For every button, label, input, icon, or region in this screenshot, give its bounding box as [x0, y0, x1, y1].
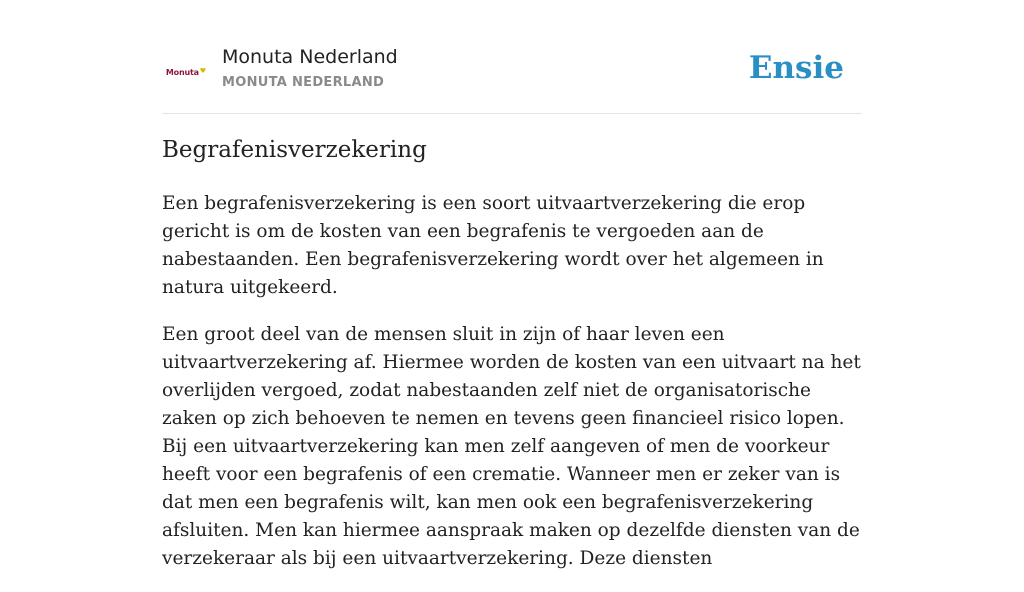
article-paragraph: Een begrafenisverzekering is een soort uitvaartverzekering die erop gericht is om de kosten van een begrafenis te vergoeden aan de nabestaanden. Een begrafenisverzekering wordt over het algemeen in natura uitgekeerd.	[162, 193, 824, 298]
brand-logo[interactable]: Ensie	[748, 50, 844, 86]
logo-heart-icon: ♥	[199, 66, 207, 75]
article-body	[162, 190, 862, 592]
author-logo[interactable]	[166, 52, 206, 92]
article-title: Begrafenisverzekering	[162, 137, 427, 163]
author-name[interactable]: Monuta Nederland	[222, 46, 398, 68]
article-paragraph: Een groot deel van de mensen sluit in zijn of haar leven een uitvaartverzekering af. Hiermee worden de kosten van een uitvaart na het overlijden vergoed, zodat nabestaanden zelf niet de organisatorische zaken op zich behoeven te nemen en tevens geen financieel risico lopen. Bij een uitvaartverzekering kan men zelf aangeven of men de voorkeur heeft voor een begrafenis of een crematie. Wanneer men er zeker van is dat men een begrafenis wilt, kan men ook een begrafenisverzekering afsluiten. Men kan hiermee aanspraak maken op dezelfde diensten van de verzekeraar als bij een uitvaartverzekering. Deze diensten	[162, 324, 861, 569]
page-header	[162, 38, 862, 114]
logo-text: Monuta	[165, 67, 199, 77]
author-subtitle: MONUTA NEDERLAND	[222, 75, 385, 90]
